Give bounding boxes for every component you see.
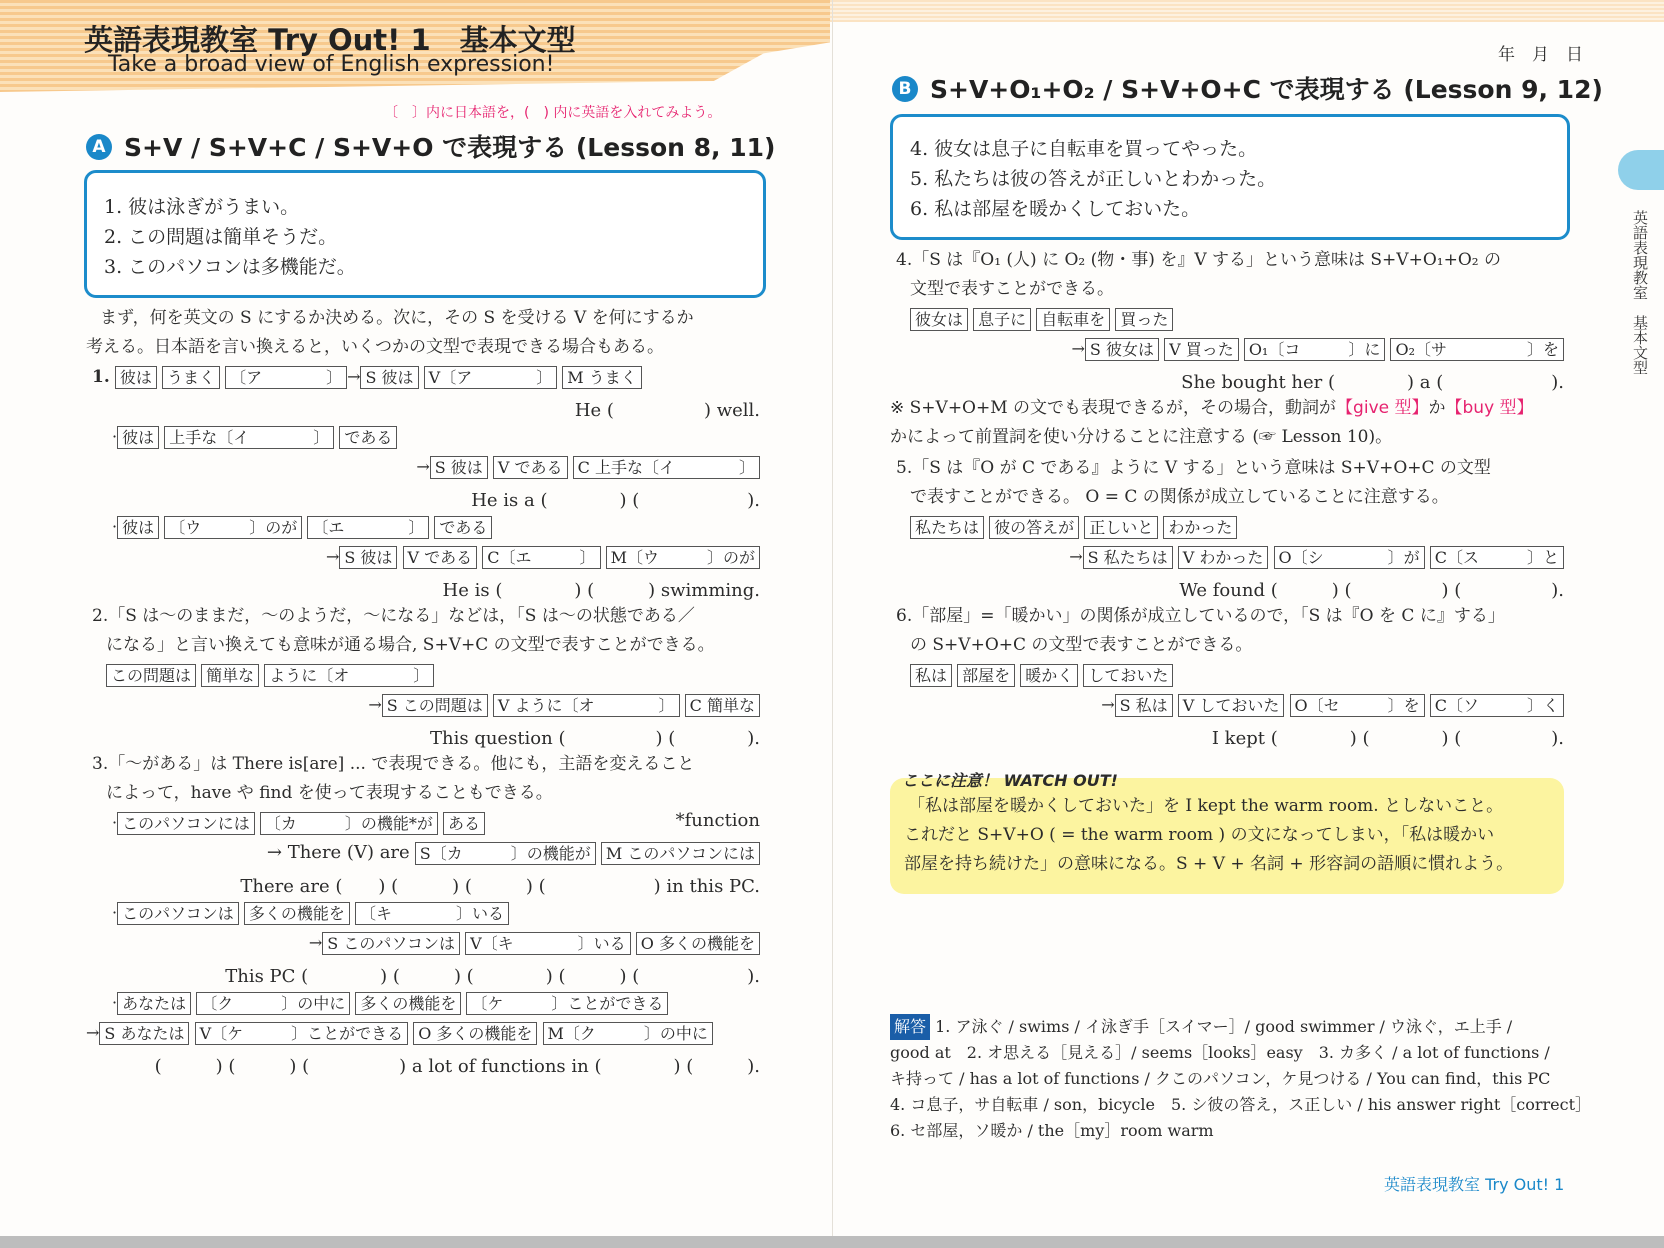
word-box: S 彼は: [430, 456, 488, 479]
question-4: 4. 彼女は息子に自転車を買ってやった。: [910, 138, 1258, 160]
there-are-prefix: → There (V) are: [266, 842, 410, 863]
word-box: S この問題は: [382, 694, 488, 717]
word-box: 彼の答えが: [989, 516, 1079, 539]
intro-line-2: 考える。日本語を言い換えると，いくつかの文型で表現できる場合もある。: [86, 337, 664, 357]
buy-type-label: 【buy 型】: [1445, 398, 1534, 418]
example-3-english-1[interactable]: There are ( ) ( ) ( ) ( ) in this PC.: [240, 876, 760, 897]
word-box: O 多くの機能を: [413, 1022, 537, 1045]
watch-out-title: ここに注意！ WATCH OUT!: [902, 771, 1118, 790]
example-2-row-1: [106, 664, 434, 687]
example-6-row-1b: → S 私は V しておいた O〔セ 〕を C〔ソ 〕く: [1101, 694, 1564, 717]
word-box: S 彼は: [360, 366, 418, 389]
page-footer: 英語表現教室 Try Out! 1: [1384, 1175, 1565, 1194]
answers-line-4: 4. コ息子，サ自転車 / son，bicycle 5. シ彼の答え，ス正しい / his answer right［correct］: [890, 1095, 1592, 1114]
word-box: 自転車を: [1036, 308, 1110, 331]
word-box: S 彼は: [339, 546, 397, 569]
word-box: S 私たちは: [1083, 546, 1173, 569]
answer-slot[interactable]: C 上手な〔イ 〕: [573, 456, 760, 479]
answer-slot[interactable]: C〔エ 〕: [482, 546, 600, 569]
answer-slot[interactable]: S〔カ 〕の機能が: [415, 842, 596, 865]
word-box: 彼は: [115, 366, 157, 389]
example-6-row-1: [910, 664, 1173, 687]
section-a-title: S+V / S+V+C / S+V+O で表現する (Lesson 8, 11): [124, 133, 776, 162]
word-box: 買った: [1115, 308, 1173, 331]
question-1: 1. 彼は泳ぎがうまい。: [104, 196, 300, 218]
word-box: S あなたは: [99, 1022, 189, 1045]
example-1-row-2: · 彼は 上手な〔イ 〕 である: [112, 426, 397, 449]
word-box: C 簡単な: [685, 694, 760, 717]
word-box: である: [339, 426, 397, 449]
watch-out-line-1: 「私は部屋を暖かくしておいた」を I kept the warm room. としないこと。: [908, 796, 1504, 816]
note-text: ※ S+V+O+M の文でも表現できるが，その場合，動詞が: [890, 398, 1337, 418]
example-1-english-3[interactable]: He is ( ) ( ) swimming.: [442, 580, 760, 601]
word-box: である: [434, 516, 492, 539]
example-3-row-3b: → S あなたは V〔ケ 〕ことができる O 多くの機能を M〔ク 〕の中に: [86, 1022, 713, 1045]
page-subtitle: Take a broad view of English expression!: [108, 52, 555, 77]
answer-slot[interactable]: 〔ケ 〕ことができる: [466, 992, 668, 1015]
section-b-title: S+V+O₁+O₂ / S+V+O+C で表現する (Lesson 9, 12): [930, 75, 1603, 104]
example-6-english-1[interactable]: I kept ( ) ( ) ( ).: [1211, 728, 1564, 749]
word-box: ある: [443, 812, 485, 835]
answer-slot[interactable]: ように〔オ 〕: [264, 664, 434, 687]
example-1-row-3: · 彼は 〔ウ 〕のが 〔エ 〕 である: [112, 516, 492, 539]
example-5-line-1: 5.「S は『O が C である』ように V する」という意味は S+V+O+C の文型: [896, 458, 1491, 478]
example-4-line-2: 文型で表すことができる。: [910, 279, 1114, 299]
word-box: 暖かく: [1020, 664, 1078, 687]
example-6-line-1: 6.「部屋」=「暖かい」の関係が成立しているので，「S は『O を C に』する」: [896, 606, 1505, 626]
example-1-english-1[interactable]: He ( ) well.: [574, 400, 760, 421]
example-4-note-1: [890, 394, 1534, 423]
word-box: あなたは: [117, 992, 191, 1015]
example-5-row-1: [910, 516, 1237, 539]
answers-line-3: キ持って / has a lot of functions / クこのパソコン，ケ見つける / You can find，this PC: [890, 1069, 1551, 1088]
answers-line-1: [890, 1014, 1512, 1040]
word-box: V である: [403, 546, 478, 569]
side-tab: [1618, 150, 1664, 190]
word-box: 多くの機能を: [244, 902, 350, 925]
word-box: このパソコンには: [117, 812, 255, 835]
example-4-note-2: かによって前置詞を使い分けることに注意する (☞ Lesson 10)。: [890, 427, 1393, 447]
footnote-function: *function: [675, 810, 760, 831]
answer-slot[interactable]: O〔セ 〕を: [1290, 694, 1425, 717]
answers-label: 解答: [890, 1014, 930, 1040]
word-box: 私は: [910, 664, 952, 687]
example-3-row-2: · このパソコンは 多くの機能を 〔キ 〕いる: [112, 902, 509, 925]
word-box: M このパソコンには: [601, 842, 760, 865]
example-2-row-1b: → S この問題は V ように〔オ 〕 C 簡単な: [368, 694, 760, 717]
word-box: 彼は: [117, 516, 159, 539]
header-strip-right: [830, 0, 1664, 22]
question-6: 6. 私は部屋を暖かくしておいた。: [910, 198, 1201, 220]
example-2-line-1: 2.「S は〜のままだ，〜のようだ，〜になる」などは，「S は〜の状態である／: [92, 606, 695, 626]
word-box: 多くの機能を: [355, 992, 461, 1015]
word-box: V である: [493, 456, 568, 479]
example-2-english-1[interactable]: This question ( ) ( ).: [430, 728, 760, 749]
answers-line-2: good at 2. オ思える［見える］/ seems［looks］easy 3. カ多く / a lot of functions /: [890, 1043, 1550, 1062]
example-1-row-2b: → S 彼は V である C 上手な〔イ 〕: [416, 456, 760, 479]
example-3-line-2: によって，have や find を使って表現することもできる。: [106, 783, 553, 803]
watch-out-line-2: これだと S+V+O ( = the warm room ) の文になってしまい，「私は暖かい: [904, 825, 1495, 845]
word-box: 彼女は: [910, 308, 968, 331]
watch-out-line-3: 部屋を持ち続けた」の意味になる。S + V + 名詞 + 形容詞の語順に慣れよう。: [904, 854, 1514, 874]
example-5-row-1b: → S 私たちは V わかった O〔シ 〕が C〔ス 〕と: [1069, 546, 1564, 569]
example-3-row-2b: → S このパソコンは V〔キ 〕いる O 多くの機能を: [309, 932, 760, 955]
word-box: 彼は: [117, 426, 159, 449]
word-box: 簡単な: [201, 664, 259, 687]
answer-slot[interactable]: 〔エ 〕: [307, 516, 429, 539]
answer-slot[interactable]: V〔ア 〕: [424, 366, 558, 389]
bottom-edge: [0, 1236, 1664, 1248]
word-box: V しておいた: [1178, 694, 1285, 717]
answer-slot[interactable]: 上手な〔イ 〕: [164, 426, 334, 449]
word-box: S このパソコンは: [322, 932, 460, 955]
example-3-english-3[interactable]: ( ) ( ) ( ) a lot of functions in ( ) ( ).: [154, 1056, 760, 1077]
word-box: S 私は: [1115, 694, 1173, 717]
example-4-line-1: 4.「S は『O₁ (人) に O₂ (物・事) を』V する」という意味は S+V+O₁+O₂ の: [896, 250, 1501, 270]
word-box: 私たちは: [910, 516, 984, 539]
example-6-line-2: の S+V+O+C の文型で表すことができる。: [910, 635, 1253, 655]
word-box: 正しいと: [1084, 516, 1158, 539]
answer-slot[interactable]: 〔カ 〕の機能*が: [260, 812, 438, 835]
word-box: V 買った: [1164, 338, 1239, 361]
example-4-row-1: [910, 308, 1173, 331]
example-3-row-1b: [267, 842, 760, 865]
page-title: 英語表現教室 Try Out! 1 基本文型: [84, 23, 576, 57]
example-4-row-1b: → S 彼女は V 買った O₁〔コ 〕に O₂〔サ 〕を: [1072, 338, 1565, 361]
example-3-english-2[interactable]: This PC ( ) ( ) ( ) ( ) ( ).: [225, 966, 760, 987]
example-1-row-1: 1. 彼は うまく 〔ア 〕 → S 彼は V〔ア 〕 M うまく: [92, 366, 642, 389]
example-5-english-1[interactable]: We found ( ) ( ) ( ).: [1179, 580, 1564, 601]
answer-slot[interactable]: 〔ク 〕の中に: [196, 992, 350, 1015]
word-box: V わかった: [1178, 546, 1269, 569]
example-1-english-2[interactable]: He is a ( ) ( ).: [471, 490, 760, 511]
answer-slot[interactable]: C〔ス 〕と: [1430, 546, 1564, 569]
example-2-line-2: になる」と言い換えても意味が通る場合, S+V+C の文型で表すことができる。: [106, 635, 715, 655]
hint-text: 〔 〕内に日本語を，( ) 内に英語を入れてみよう。: [384, 105, 722, 121]
word-box: 息子に: [973, 308, 1031, 331]
answer-slot[interactable]: 〔ウ 〕のが: [164, 516, 302, 539]
word-box: O 多くの機能を: [636, 932, 760, 955]
answer-slot[interactable]: M〔ク 〕の中に: [543, 1022, 713, 1045]
example-number: 1.: [92, 367, 110, 387]
word-box: このパソコンは: [117, 902, 239, 925]
word-box: M うまく: [562, 366, 641, 389]
answers-line-5: 6. セ部屋，ソ暖か / the［my］room warm: [890, 1121, 1214, 1140]
word-box: しておいた: [1083, 664, 1173, 687]
example-5-line-2: で表すことができる。 O = C の関係が成立していることに注意する。: [910, 487, 1449, 507]
word-box: わかった: [1163, 516, 1237, 539]
question-5: 5. 私たちは彼の答えが正しいとわかった。: [910, 168, 1277, 190]
example-4-english-1[interactable]: She bought her ( ) a ( ).: [1181, 372, 1564, 393]
example-3-row-1: · このパソコンには 〔カ 〕の機能*が ある: [112, 812, 485, 835]
answer-slot[interactable]: O〔シ 〕が: [1274, 546, 1425, 569]
note-connector: か: [1428, 398, 1446, 418]
word-box: この問題は: [106, 664, 196, 687]
intro-line-1: まず，何を英文の S にするか決める。次に，その S を受ける V を何にするか: [100, 308, 694, 328]
answer-slot[interactable]: O₁〔コ 〕に: [1244, 338, 1386, 361]
date-label: 年 月 日: [1498, 45, 1583, 65]
word-box: うまく: [162, 366, 220, 389]
section-a-badge: A: [86, 134, 112, 160]
example-3-line-1: 3.「〜がある」は There is[are] ... で表現できる。他にも，主語を変えること: [92, 754, 695, 774]
word-box: S 彼女は: [1085, 338, 1159, 361]
answer-slot[interactable]: 〔ア 〕: [225, 366, 347, 389]
answers-text: 1. ア泳ぐ / swims / イ泳ぎ手［スイマー］/ good swimmer / ウ泳ぐ，エ上手 /: [935, 1017, 1513, 1036]
example-1-row-3b: → S 彼は V である C〔エ 〕 M〔ウ 〕のが: [326, 546, 760, 569]
answer-slot[interactable]: V〔ケ 〕ことができる: [195, 1022, 409, 1045]
example-3-row-3: · あなたは 〔ク 〕の中に 多くの機能を 〔ケ 〕ことができる: [112, 992, 668, 1015]
answer-slot[interactable]: C〔ソ 〕く: [1430, 694, 1564, 717]
answer-slot[interactable]: 〔キ 〕いる: [355, 902, 509, 925]
answer-slot[interactable]: M〔ウ 〕のが: [606, 546, 760, 569]
question-2: 2. この問題は簡単そうだ。: [104, 226, 338, 248]
section-b-badge: B: [892, 76, 918, 102]
give-type-label: 【give 型】: [1336, 398, 1429, 418]
answer-slot[interactable]: O₂〔サ 〕を: [1390, 338, 1564, 361]
word-box: 部屋を: [957, 664, 1015, 687]
question-3: 3. このパソコンは多機能だ。: [104, 256, 356, 278]
answer-slot[interactable]: V ように〔オ 〕: [493, 694, 680, 717]
page-divider: [832, 0, 833, 1236]
answer-slot[interactable]: V〔キ 〕いる: [465, 932, 631, 955]
side-tab-label: 英語表現教室 基本文型: [1631, 210, 1649, 375]
